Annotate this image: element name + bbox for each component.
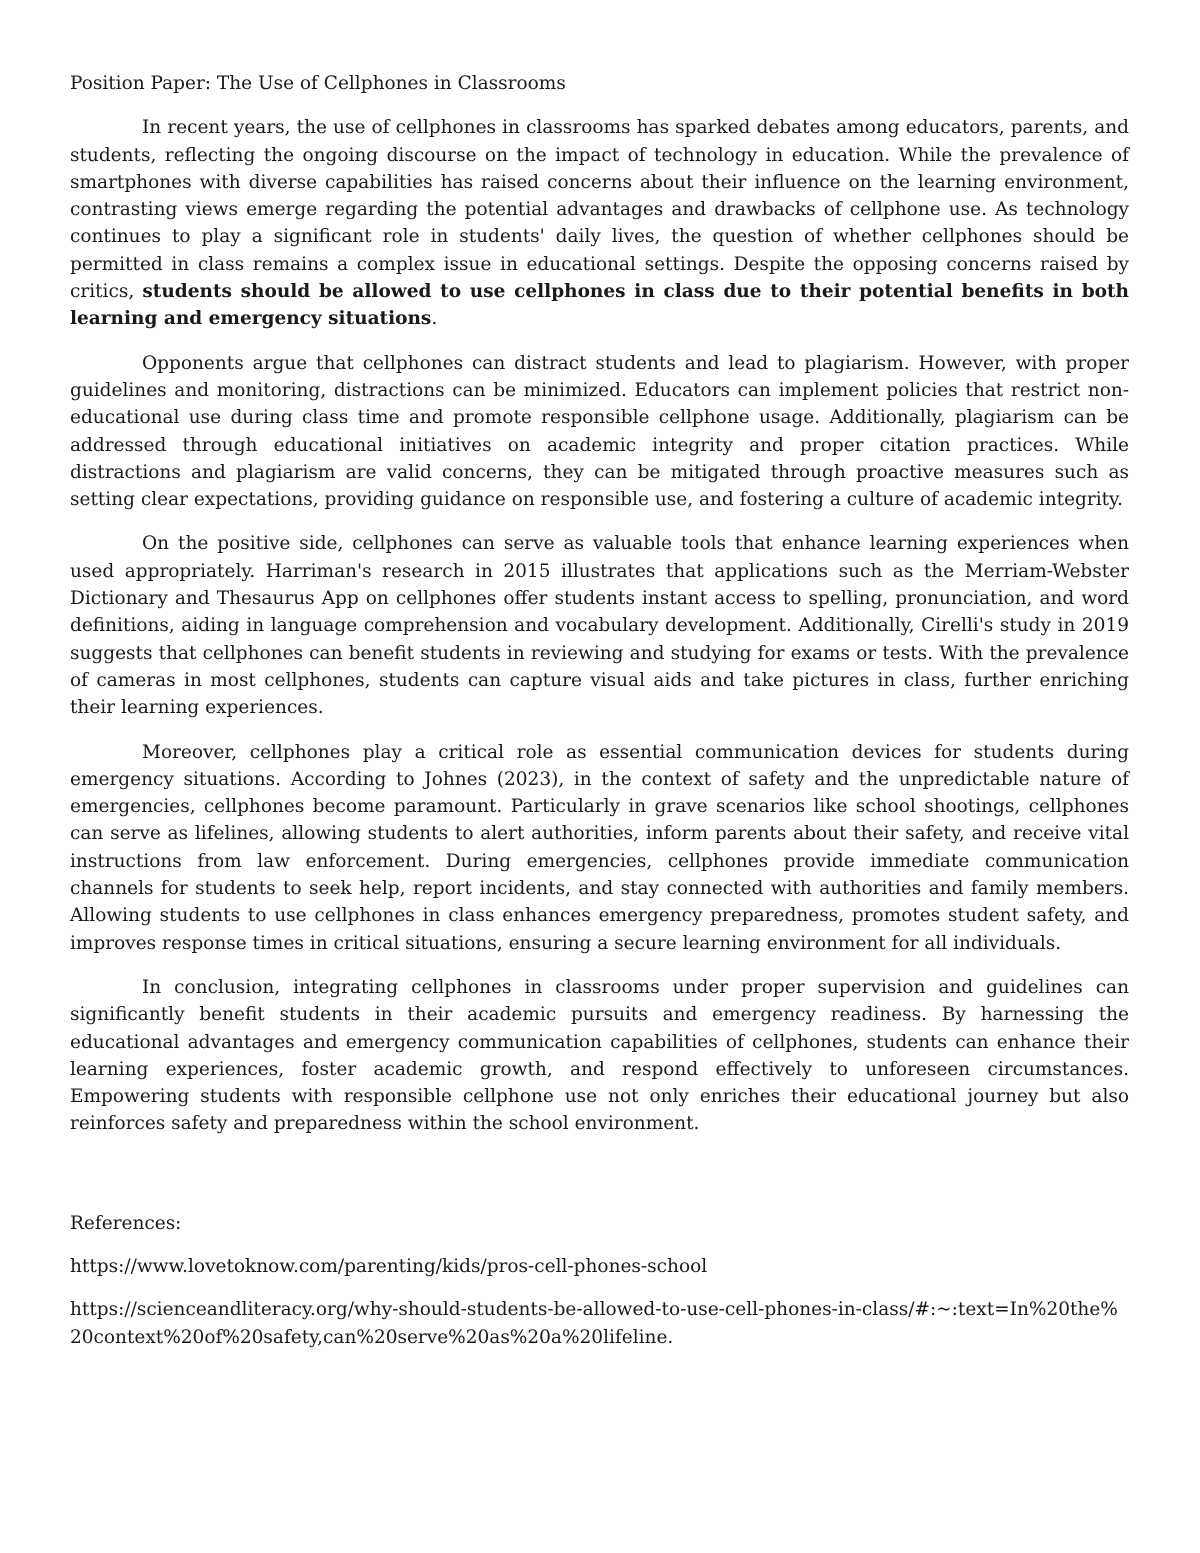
paragraph-introduction <box>70 114 1129 332</box>
intro-text: In recent years, the use of cellphones in classrooms has sparked debates among educators, parents, and students, reflecting the ongoing discourse on the impact of technology in education. While the prevalence of smartphones with diverse capabilities has raised concerns about their influence on the learning environment, contrasting views emerge regarding the potential advantages and drawbacks of cellphone use. As technology continues to play a significant role in students' daily lives, the question of whether cellphones should be permitted in class remains a complex issue in educational settings. Despite the opposing concerns raised by critics, <box>70 117 1129 303</box>
reference-link[interactable]: https://www.lovetoknow.com/parenting/kids/pros-cell-phones-school <box>70 1255 708 1277</box>
document-title: Position Paper: The Use of Cellphones in Classrooms <box>70 73 566 94</box>
paragraph-conclusion: In conclusion, integrating cellphones in classrooms under proper supervision and guidelines can significantly benefit students in their academic pursuits and emergency readiness. By harnessing the educational advantages and emergency communication capabilities of cellphones, students can enhance their learning experiences, foster academic growth, and respond effectively to unforeseen circumstances. Empowering students with responsible cellphone use not only enriches their educational journey but also reinforces safety and preparedness within the school environment. <box>70 976 1129 1135</box>
thesis-statement: students should be allowed to use cellphones in class due to their potential benefits in both learning and emergency situations <box>70 281 1129 330</box>
document-page <box>70 70 1129 1367</box>
references-heading: References: <box>70 1212 182 1234</box>
reference-link[interactable]: https://scienceandliteracy.org/why-should-students-be-allowed-to-use-cell-phones-in-class/#:~:text=In%20the%20context%20of%20safety,can%20serve%20as%20a%20lifeline. <box>70 1299 1118 1348</box>
paragraph-benefits: On the positive side, cellphones can serve as valuable tools that enhance learning experiences when used appropriately. Harriman's research in 2015 illustrates that applications such as the Merriam-Webster Dictionary and Thesaurus App on cellphones offer students instant access to spelling, pronunciation, and word definitions, aiding in language comprehension and vocabulary development. Additionally, Cirelli's study in 2019 suggests that cellphones can benefit students in reviewing and studying for exams or tests. With the prevalence of cameras in most cellphones, students can capture visual aids and take pictures in class, further enriching their learning experiences. <box>70 533 1129 719</box>
paragraph-opponents: Opponents argue that cellphones can distract students and lead to plagiarism. However, with proper guidelines and monitoring, distractions can be minimized. Educators can implement policies that restrict non-educational use during class time and promote responsible cellphone usage. Additionally, plagiarism can be addressed through educational initiatives on academic integrity and proper citation practices. While distractions and plagiarism are valid concerns, they can be mitigated through proactive measures such as setting clear expectations, providing guidance on responsible use, and fostering a culture of academic integrity. <box>70 352 1129 511</box>
intro-end: . <box>431 308 438 330</box>
paragraph-emergency: Moreover, cellphones play a critical role as essential communication devices for students during emergency situations. According to Johnes (2023), in the context of safety and the unpredictable nature of emergencies, cellphones become paramount. Particularly in grave scenarios like school shootings, cellphones can serve as lifelines, allowing students to alert authorities, inform parents about their safety, and receive vital instructions from law enforcement. During emergencies, cellphones provide immediate communication channels for students to seek help, report incidents, and stay connected with authorities and family members. Allowing students to use cellphones in class enhances emergency preparedness, promotes student safety, and improves response times in critical situations, ensuring a secure learning environment for all individuals. <box>70 741 1129 954</box>
